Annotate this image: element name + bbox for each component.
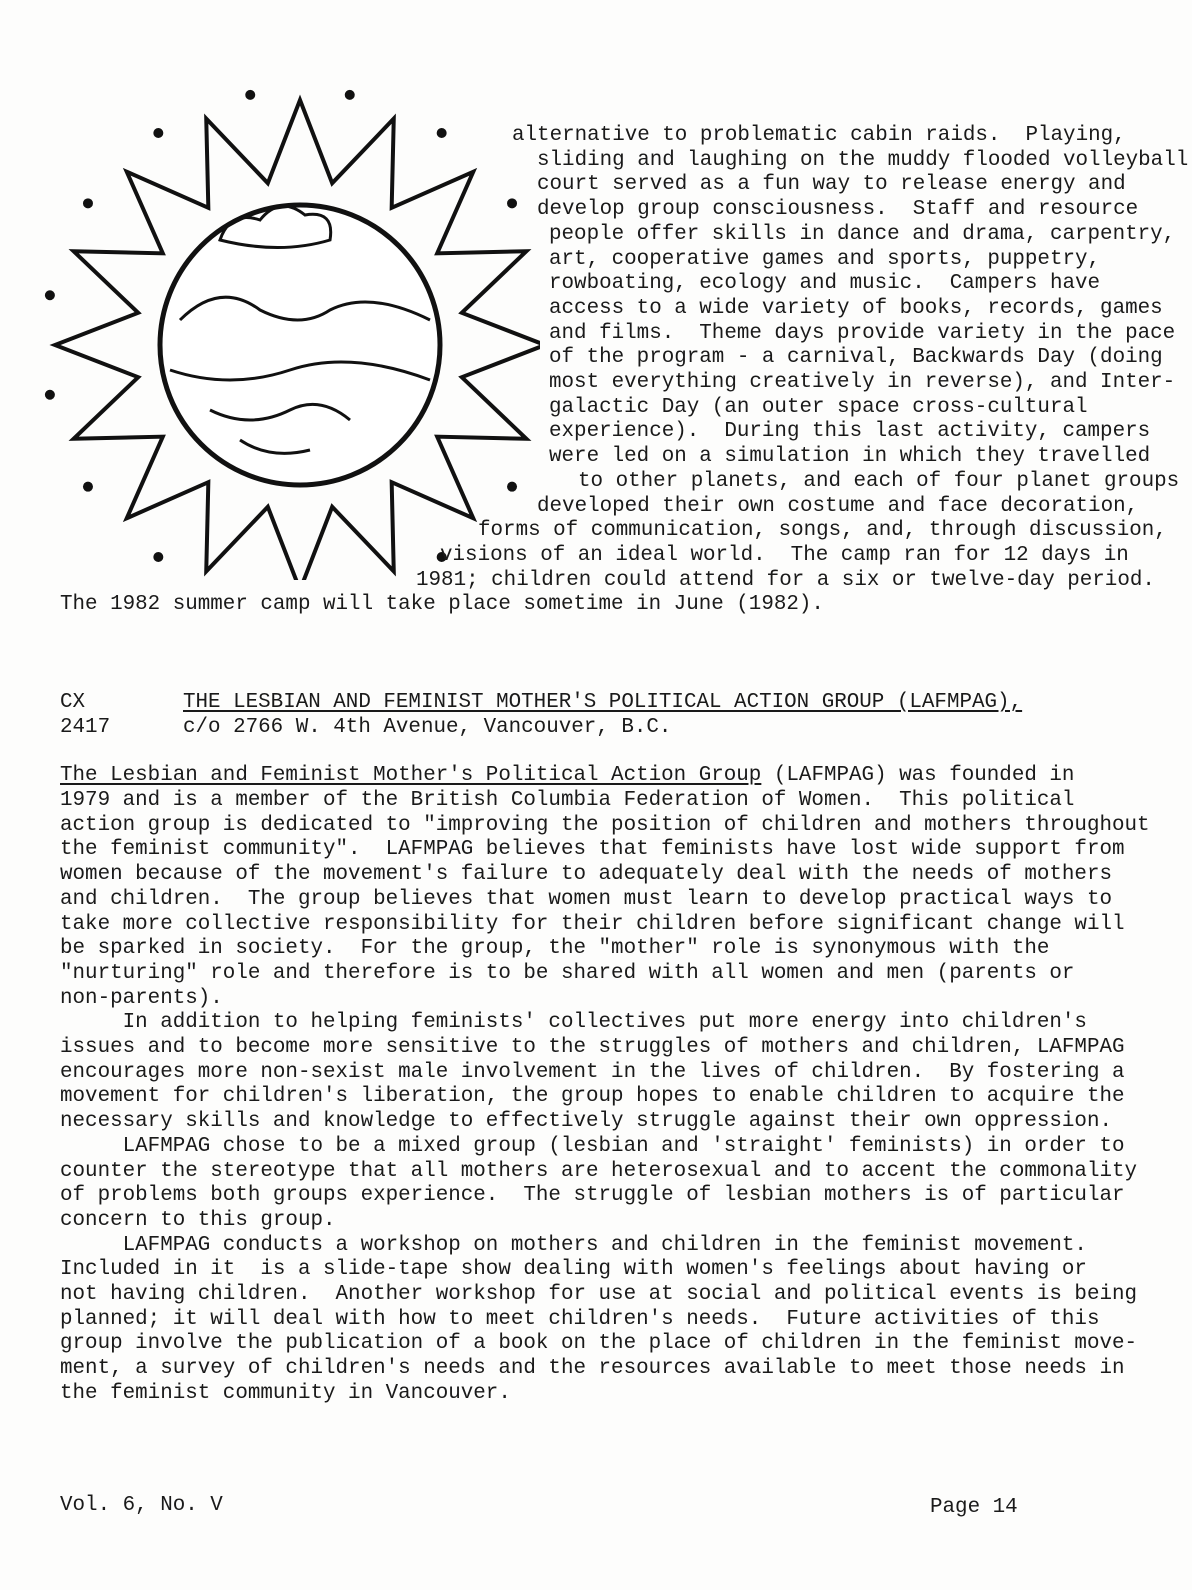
sun-dot [83,482,93,492]
entry-code: CX [60,690,86,714]
body-line: take more collective responsibility for their children before significant change will [60,911,1125,936]
body-line: action group is dedicated to "improving the position of children and mothers throughout [60,812,1150,837]
sun-dot [45,290,55,300]
sun-dot [83,198,93,208]
intro-line: developed their own costume and face decoration, [537,493,1139,518]
body-line: issues and to become more sensitive to the struggles of mothers and children, LAFMPAG [60,1035,1125,1059]
intro-line: 1981; children could attend for a six or twelve-day period. [416,567,1155,592]
entry-address: c/o 2766 W. 4th Avenue, Vancouver, B.C. [183,715,672,739]
intro-line: experience). During this last activity, campers [549,419,1151,444]
sun-dot [345,90,355,100]
body-line: encourages more non-sexist male involvement in the lives of children. By fostering a [60,1059,1125,1084]
intro-line: of the program - a carnival, Backwards Day (doing [549,345,1163,370]
intro-line: access to a wide variety of books, records, games [549,295,1163,320]
entry-number: 2417 [60,715,111,739]
sun-dot [153,128,163,138]
intro-line: galactic Day (an outer space cross-cultural [549,394,1088,419]
body-line: the feminist community". LAFMPAG believes that feminists have lost wide support from [60,837,1125,862]
sun-illustration [40,80,540,580]
intro-line: and films. Theme days provide variety in the pace [549,320,1176,345]
body-line: LAFMPAG chose to be a mixed group (lesbian and 'straight' feminists) in order to [60,1133,1125,1158]
body-line: counter the stereotype that all mothers are heterosexual and to accent the commonality [60,1158,1138,1183]
body-line: concern to this group. [60,1207,336,1232]
intro-line: develop group consciousness. Staff and resource [537,197,1139,222]
intro-line: The 1982 summer camp will take place sometime in June (1982). [60,592,824,617]
intro-line: were led on a simulation in which they travelled [549,444,1151,469]
intro-line: to other planets, and each of four planet groups [578,468,1180,493]
body-line: movement for children's liberation, the group hopes to enable children to acquire the [60,1084,1125,1109]
intro-line: alternative to problematic cabin raids. Playing, [512,123,1126,147]
body-line: Included in it is a slide-tape show dealing with women's feelings about having or [60,1257,1087,1282]
body-line: non-parents). [60,985,223,1010]
entry-title: THE LESBIAN AND FEMINIST MOTHER'S POLITICAL ACTION GROUP (LAFMPAG), [183,690,1023,714]
body-line: ment, a survey of children's needs and the resources available to meet those needs in [60,1356,1125,1381]
sun-dot [507,198,517,208]
body-line: the feminist community in Vancouver. [60,1380,511,1405]
body-line: 1979 and is a member of the British Columbia Federation of Women. This political [60,788,1075,812]
body-line: not having children. Another workshop for use at social and political events is being [60,1282,1138,1306]
body-line: of problems both groups experience. The struggle of lesbian mothers is of particular [60,1183,1125,1208]
sun-dot [45,390,55,400]
body-line: be sparked in society. For the group, the "mother" role is synonymous with the [60,936,1050,961]
body-first-rest: (LAFMPAG) was founded in [761,763,1075,787]
body-line: group involve the publication of a book on the place of children in the feminist move- [60,1331,1138,1356]
body-line: In addition to helping feminists' collectives put more energy into children's [60,1010,1087,1035]
intro-line: sliding and laughing on the muddy flooded volleyball [537,147,1189,172]
body-line: and children. The group believes that women must learn to develop practical ways to [60,886,1113,911]
body-line: necessary skills and knowledge to effectively struggle against their own oppression. [60,1109,1113,1134]
intro-line: court served as a fun way to release energy and [537,172,1126,197]
footer-page-number: Page 14 [930,1495,1018,1519]
sun-dot [245,90,255,100]
body-line: women because of the movement's failure to adequately deal with the needs of mothers [60,862,1113,887]
body-line: "nurturing" role and therefore is to be shared with all women and men (parents or [60,960,1075,985]
footer-volume: Vol. 6, No. V [60,1493,223,1517]
body-first-line [60,763,1074,788]
org-name: The Lesbian and Feminist Mother's Political Action Group [60,763,762,787]
intro-line: forms of communication, songs, and, through discussion, [478,518,1167,543]
body-line: LAFMPAG conducts a workshop on mothers and children in the feminist movement. [60,1232,1087,1257]
sun-dot [437,128,447,138]
body-line: planned; it will deal with how to meet children's needs. Future activities of this [60,1306,1100,1331]
intro-line: most everything creatively in reverse), and Inter- [549,370,1176,394]
sun-dot [153,552,163,562]
intro-line: rowboating, ecology and music. Campers have [549,271,1101,296]
intro-line: visions of an ideal world. The camp ran for 12 days in [440,542,1129,567]
intro-line: art, cooperative games and sports, puppetry, [549,246,1101,271]
sun-dot [507,482,517,492]
intro-line: people offer skills in dance and drama, carpentry, [549,221,1176,246]
